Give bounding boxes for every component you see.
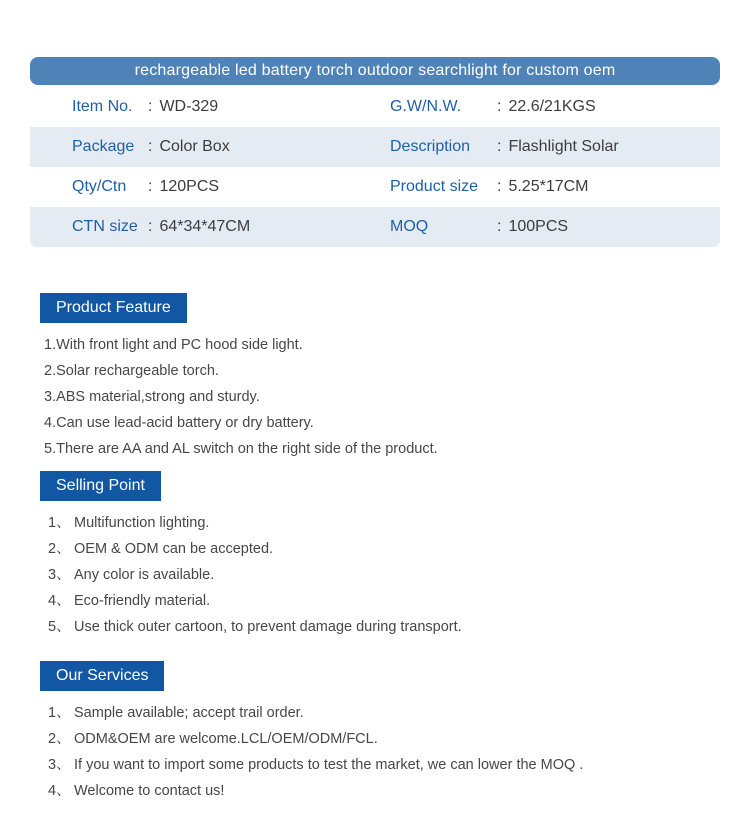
list-item-number: 3、	[48, 567, 71, 583]
spec-separator: :	[497, 98, 502, 115]
spec-table	[30, 87, 720, 247]
list-item-number: 5.	[44, 441, 57, 457]
spec-label: Product size	[390, 178, 479, 195]
list-item	[40, 332, 720, 358]
list-item-number: 3.	[44, 389, 57, 405]
section-product-feature	[40, 293, 720, 462]
spec-separator: :	[148, 218, 153, 235]
list-item-number: 4、	[48, 593, 71, 609]
spec-value: WD-329	[159, 98, 219, 115]
spec-cell-moq	[390, 218, 720, 236]
spec-label: CTN size	[72, 218, 138, 235]
list-item	[40, 510, 720, 536]
spec-label: G.W/N.W.	[390, 98, 462, 115]
spec-label: MOQ	[390, 218, 429, 235]
product-feature-list	[40, 332, 720, 462]
list-item-text: With front light and PC hood side light.	[56, 337, 303, 353]
list-item-text: Solar rechargeable torch.	[56, 363, 219, 379]
list-item	[40, 752, 720, 778]
list-item-text: Welcome to contact us!	[74, 783, 225, 799]
section-selling-point	[40, 471, 720, 640]
list-item	[40, 384, 720, 410]
list-item-number: 4.	[44, 415, 57, 431]
spec-separator: :	[497, 178, 502, 195]
spec-value: 5.25*17CM	[508, 178, 589, 195]
table-row	[30, 127, 720, 167]
spec-separator: :	[497, 218, 502, 235]
spec-cell-gw-nw	[390, 98, 720, 116]
section-title-product-feature: Product Feature	[40, 293, 187, 323]
spec-value: 120PCS	[159, 178, 220, 195]
list-item	[40, 358, 720, 384]
spec-separator: :	[148, 178, 153, 195]
spec-cell-package	[30, 138, 390, 156]
list-item-text: Use thick outer cartoon, to prevent damage during transport.	[74, 619, 462, 635]
spec-separator: :	[148, 138, 153, 155]
list-item-number: 3、	[48, 757, 71, 773]
list-item	[40, 562, 720, 588]
spec-separator: :	[148, 98, 153, 115]
list-item-text: Can use lead-acid battery or dry battery.	[56, 415, 314, 431]
spec-label: Qty/Ctn	[72, 178, 127, 195]
list-item	[40, 700, 720, 726]
list-item-number: 2、	[48, 731, 71, 747]
list-item-text: Sample available; accept trail order.	[74, 705, 304, 721]
table-row	[30, 207, 720, 247]
spec-label: Description	[390, 138, 471, 155]
spec-value: 22.6/21KGS	[508, 98, 596, 115]
spec-cell-description	[390, 138, 720, 156]
spec-label: Package	[72, 138, 135, 155]
selling-point-list	[40, 510, 720, 640]
list-item-text: If you want to import some products to test the market, we can lower the MOQ .	[74, 757, 584, 773]
list-item-text: OEM & ODM can be accepted.	[74, 541, 274, 557]
list-item-text: Multifunction lighting.	[74, 515, 210, 531]
spec-value: Flashlight Solar	[508, 138, 619, 155]
list-item-number: 1、	[48, 515, 71, 531]
spec-cell-ctn-size	[30, 218, 390, 236]
section-our-services	[40, 661, 720, 804]
spec-value: 100PCS	[508, 218, 569, 235]
product-title-bar	[30, 57, 720, 85]
spec-cell-qty-ctn	[30, 178, 390, 196]
list-item	[40, 726, 720, 752]
list-item-number: 4、	[48, 783, 71, 799]
table-row	[30, 87, 720, 127]
spec-cell-item-no	[30, 98, 390, 116]
table-row	[30, 167, 720, 207]
list-item-number: 2、	[48, 541, 71, 557]
list-item	[40, 778, 720, 804]
spec-label: Item No.	[72, 98, 133, 115]
our-services-list	[40, 700, 720, 804]
list-item-number: 1、	[48, 705, 71, 721]
list-item-text: Any color is available.	[74, 567, 215, 583]
list-item-text: ABS material,strong and sturdy.	[56, 389, 260, 405]
list-item	[40, 436, 720, 462]
spec-value: 64*34*47CM	[159, 218, 251, 235]
list-item-text: Eco-friendly material.	[74, 593, 211, 609]
spec-separator: :	[497, 138, 502, 155]
section-title-our-services: Our Services	[40, 661, 164, 691]
product-title: rechargeable led battery torch outdoor searchlight for custom oem	[134, 62, 616, 79]
list-item-text: ODM&OEM are welcome.LCL/OEM/ODM/FCL.	[74, 731, 378, 747]
list-item-number: 2.	[44, 363, 57, 379]
list-item-number: 5、	[48, 619, 71, 635]
list-item	[40, 614, 720, 640]
section-title-selling-point: Selling Point	[40, 471, 161, 501]
spec-cell-product-size	[390, 178, 720, 196]
spec-value: Color Box	[159, 138, 230, 155]
list-item	[40, 410, 720, 436]
list-item	[40, 536, 720, 562]
list-item	[40, 588, 720, 614]
list-item-text: There are AA and AL switch on the right side of the product.	[56, 441, 438, 457]
list-item-number: 1.	[44, 337, 57, 353]
